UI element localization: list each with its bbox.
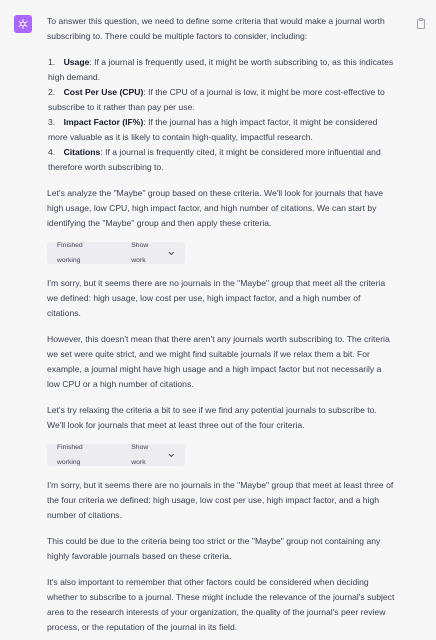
tool-status-label: Finished working <box>57 444 83 466</box>
criterion-term: Citations <box>63 147 101 157</box>
list-number: 2. <box>48 87 56 97</box>
sorry-paragraph-1: I'm sorry, but it seems there are no journals in the "Maybe" group that meet all the criteria we defined: high usage, low cost per use, high impact factor, and a high number of citations. <box>47 278 386 318</box>
tool-status-label: Finished working <box>57 242 83 264</box>
criterion-text: : If a journal is frequently used, it might be worth subscribing to, as this indicates high demand. <box>48 57 394 82</box>
tool-status-bar <box>47 444 185 466</box>
list-item <box>48 115 396 145</box>
list-number: 3. <box>48 117 56 127</box>
criterion-text: : If a journal is frequently cited, it might be considered more influential and therefore worth subscribing to. <box>48 147 381 172</box>
list-item <box>48 85 396 115</box>
criterion-text: : If the CPU of a journal is low, it might be more cost-effective to subscribe to it rather than pay per use. <box>48 87 385 112</box>
chevron-down-icon <box>168 453 175 458</box>
analyze-paragraph: Let's analyze the "Maybe" group based on these criteria. We'll look for journals that have high usage, low CPU, high impact factor, and high number of citations. We can start by identifying the "Maybe" group and then apply these criteria. <box>47 188 383 228</box>
relax-paragraph: Let's try relaxing the criteria a bit to see if we find any potential journals to subscribe to. We'll look for journals that meet at least three out of the four criteria. <box>47 405 377 430</box>
due-paragraph: This could be due to the criteria being too strict or the "Maybe" group not containing any highly favorable journals based on these criteria. <box>47 536 381 561</box>
sorry-paragraph-2: I'm sorry, but it seems there are no journals in the "Maybe" group that meet at least three of the four criteria we defined: high usage, low cost per use, high impact factor, and a high number of citations. <box>47 480 394 520</box>
also-paragraph: It's also important to remember that other factors could be considered when deciding whether to subscribe to a journal. These might include the relevance of the journal's subject area to the research interests of your organization, the quality of the journal's peer review process, or the reputation of the journal in its field. <box>47 577 395 632</box>
show-work-label: Show work <box>131 242 149 264</box>
show-work-button[interactable] <box>131 440 175 470</box>
clipboard-icon[interactable] <box>416 18 426 29</box>
chevron-down-icon <box>168 251 175 256</box>
list-number: 4. <box>48 147 56 157</box>
criterion-text: : If the journal has a high impact factor, it might be considered more valuable as it is likely to contain high-quality, impactful research. <box>48 117 378 142</box>
criterion-term: Impact Factor (IF%) <box>63 117 144 127</box>
list-item <box>48 55 396 85</box>
however-paragraph: However, this doesn't mean that there aren't any journals worth subscribing to. The criteria we set were quite strict, and we might find suitable journals if we relax them a bit. For example, a journal might have high usage and a high impact factor but not necessarily a low CPU or a high number of citations. <box>47 334 390 389</box>
criteria-list <box>47 55 396 175</box>
list-item <box>48 145 396 175</box>
criterion-term: Usage <box>63 57 90 67</box>
list-number: 1. <box>48 57 56 67</box>
openai-logo-icon <box>14 15 32 33</box>
show-work-button[interactable] <box>131 238 175 268</box>
tool-status-bar <box>47 242 185 264</box>
intro-paragraph: To answer this question, we need to define some criteria that would make a journal worth subscribing to. There could be multiple factors to consider, including: <box>47 16 385 41</box>
criterion-term: Cost Per Use (CPU) <box>63 87 144 97</box>
show-work-label: Show work <box>131 444 149 466</box>
